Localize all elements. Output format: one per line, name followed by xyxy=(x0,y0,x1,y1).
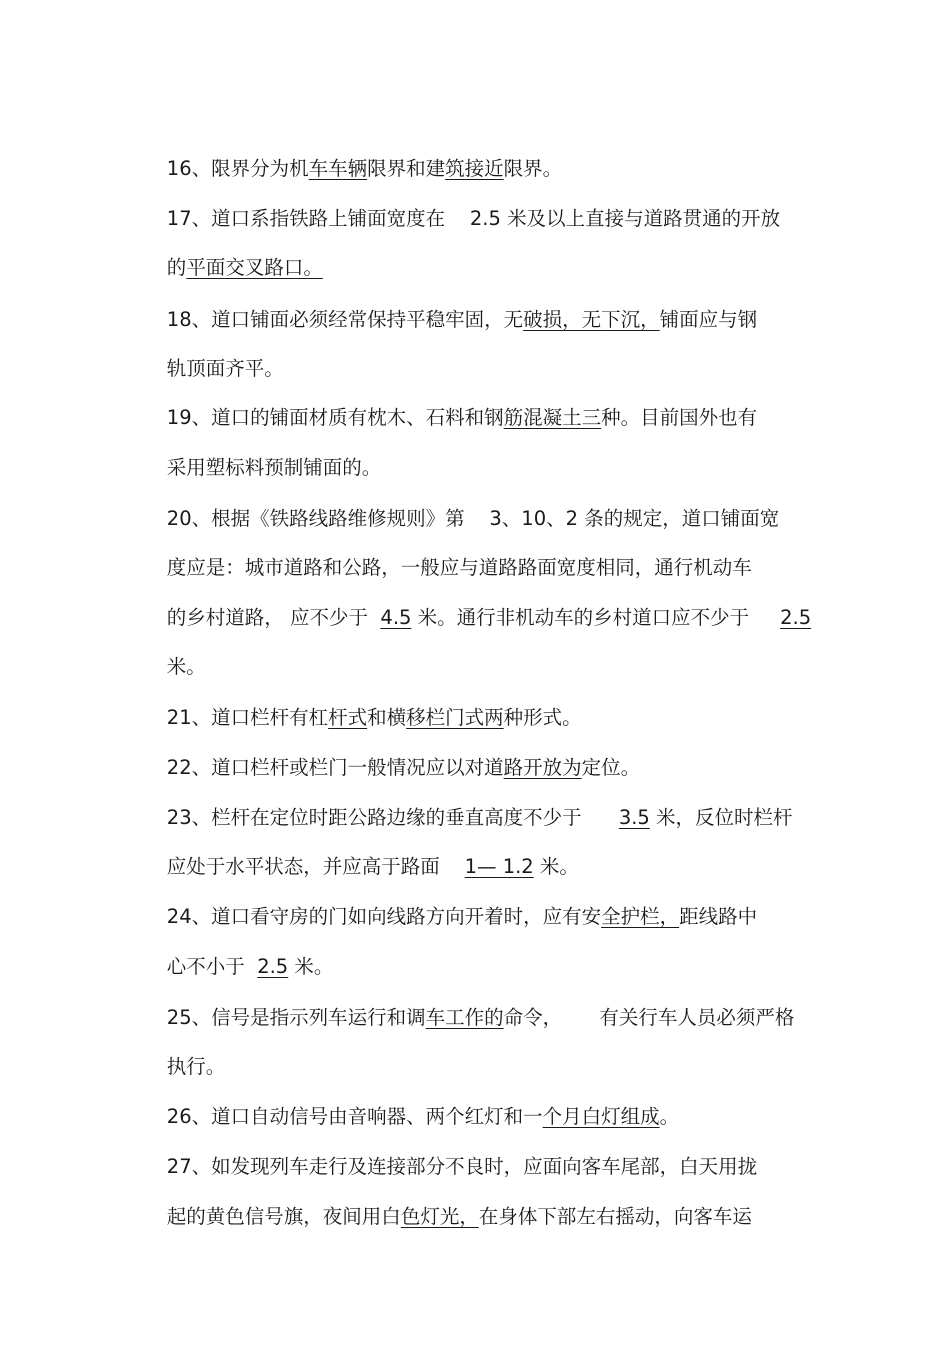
text-span: 轨顶面齐平。 xyxy=(166,357,284,380)
underlined-answer: 车工作的 xyxy=(425,1006,504,1029)
text-span: 米。通行非机动车的乡村道口应不少于 xyxy=(411,606,781,629)
text-line xyxy=(142,579,812,629)
text-line xyxy=(142,529,752,579)
text-line xyxy=(142,779,793,829)
text-span: 在身体下部左右摇动，向客车运 xyxy=(478,1205,752,1228)
text-line xyxy=(142,281,758,331)
text-line xyxy=(142,928,334,978)
text-line xyxy=(142,628,206,678)
text-line xyxy=(142,330,284,380)
underlined-answer: 色灯光， xyxy=(400,1205,479,1228)
text-span: 距线路中 xyxy=(679,905,758,928)
text-line xyxy=(142,828,579,878)
text-span: 定位。 xyxy=(581,756,641,779)
text-line xyxy=(142,480,780,530)
text-span: 23、栏杆在定位时距公路边缘的垂直高度不少于 xyxy=(166,806,619,829)
underlined-answer: 筑接近 xyxy=(445,157,504,180)
text-line xyxy=(142,229,323,279)
text-span: 和横 xyxy=(367,706,407,729)
text-span: 度应是：城市道路和公路，一般应与道路路面宽度相同，通行机动车 xyxy=(166,556,752,579)
underlined-answer: 破损，无 xyxy=(523,308,602,331)
underlined-answer: 2.5 xyxy=(257,955,289,978)
underlined-answer: 筋混凝土三 xyxy=(503,406,602,429)
text-line xyxy=(142,979,795,1029)
text-span: 16、限界分为机 xyxy=(166,157,309,180)
text-line xyxy=(142,1178,752,1228)
underlined-answer: 车车辆 xyxy=(308,157,368,180)
text-span: 米。 xyxy=(288,955,334,978)
underlined-answer: 路开放为 xyxy=(503,756,582,779)
text-line xyxy=(142,1028,226,1078)
text-span: 25、信号是指示列车运行和调 xyxy=(166,1006,426,1029)
text-span: 18、道口铺面必须经常保持平稳牢固，无 xyxy=(166,308,524,331)
text-span: 24、道口看守房的门如向线路方向开着时，应有安 xyxy=(166,905,602,928)
text-line xyxy=(142,679,582,729)
text-span: 采用塑标料预制铺面的。 xyxy=(166,456,382,479)
underlined-answer: 1— 1.2 xyxy=(464,855,534,878)
text-span: 命令， 有关行车人员必须严格 xyxy=(503,1006,795,1029)
text-span: 米。 xyxy=(166,655,206,678)
text-line xyxy=(142,1128,758,1178)
underlined-answer: 下沉， xyxy=(601,308,660,331)
text-span: 心不小于 xyxy=(166,955,258,978)
text-line xyxy=(142,429,382,479)
text-span: 起的黄色信号旗，夜间用白 xyxy=(166,1205,401,1228)
text-span: 的乡村道路， 应不少于 xyxy=(166,606,381,629)
text-span: 。 xyxy=(659,1105,680,1128)
text-line xyxy=(142,180,781,230)
underlined-answer: 移栏门式两 xyxy=(406,706,504,729)
text-line xyxy=(142,1078,680,1128)
underlined-answer: 3.5 xyxy=(618,806,650,829)
text-span: 22、道口栏杆或栏门一般情况应以对道 xyxy=(166,756,504,779)
text-span: 20、根据《铁路线路维修规则》第 3、10、2 条的规定，道口铺面宽 xyxy=(166,507,780,530)
text-line xyxy=(142,130,563,180)
text-span: 27、如发现列车走行及连接部分不良时，应面向客车尾部，白天用拢 xyxy=(166,1155,758,1178)
text-span: 19、道口的铺面材质有枕木、石料和钢 xyxy=(166,406,504,429)
text-span: 执行。 xyxy=(166,1055,226,1078)
text-span: 铺面应与钢 xyxy=(659,308,758,331)
underlined-answer: 个月白灯组成 xyxy=(542,1105,660,1128)
text-span: 米。 xyxy=(533,855,579,878)
text-span: 限界。 xyxy=(503,157,563,180)
text-span: 米，反位时栏杆 xyxy=(649,806,793,829)
underlined-answer: 4.5 xyxy=(380,606,412,629)
text-line xyxy=(142,878,758,928)
underlined-answer: 平面交叉路口。 xyxy=(186,256,323,279)
underlined-answer: 全护栏， xyxy=(601,905,680,928)
text-span: 的 xyxy=(166,256,187,279)
text-span: 26、道口自动信号由音响器、两个红灯和一 xyxy=(166,1105,543,1128)
underlined-answer: 2.5 xyxy=(780,606,812,629)
text-span: 21、道口栏杆有杠 xyxy=(166,706,329,729)
text-span: 种。目前国外也有 xyxy=(601,406,758,429)
text-span: 17、道口系指铁路上铺面宽度在 2.5 米及以上直接与道路贯通的开放 xyxy=(166,207,781,230)
text-line xyxy=(142,379,758,429)
text-line xyxy=(142,729,641,779)
text-span: 种形式。 xyxy=(503,706,582,729)
underlined-answer: 杆式 xyxy=(328,706,368,729)
text-span: 应处于水平状态，并应高于路面 xyxy=(166,855,465,878)
text-span: 限界和建 xyxy=(367,157,446,180)
